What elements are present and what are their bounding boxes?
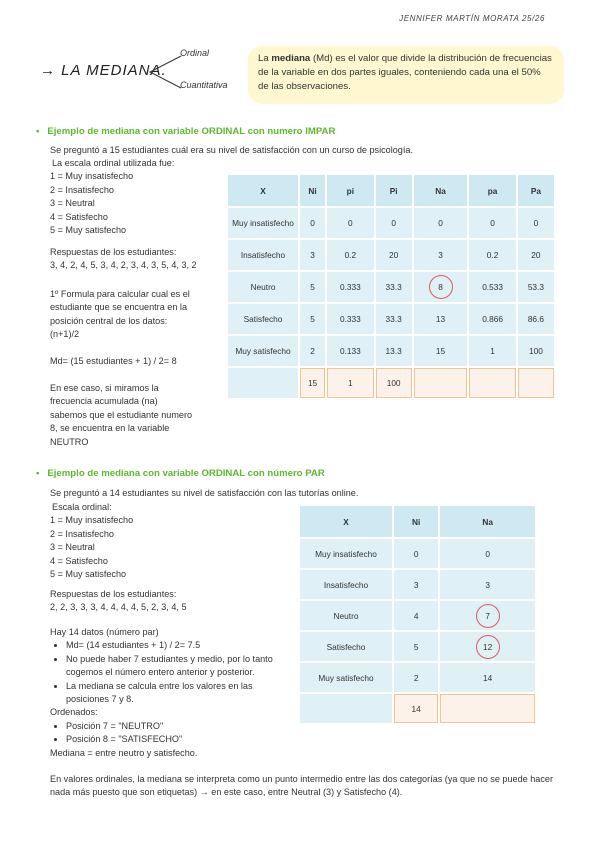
median-circle: 12 <box>476 635 500 659</box>
table-row: Muy insatisfecho 0 0 0 0 0 0 <box>228 208 554 238</box>
table-row: Satisfecho 5 12 <box>300 632 535 661</box>
table-row: Neutro 4 7 <box>300 601 535 630</box>
section1-formula: 1º Formula para calcular cual es el estudiante que se encuentra en la posición central de los datos: (n+1)/2 <box>50 289 190 340</box>
section2-scale: Escala ordinal: 1 = Muy insatisfecho 2 = Insatisfecho 3 = Neutral 4 = Satisfecho 5 = Muy satisfecho <box>50 502 134 580</box>
table-header-row: X Ni pi Pi Na pa Pa <box>228 175 554 206</box>
table-row: Muy satisfecho 2 0.133 13.3 15 1 100 <box>228 336 554 366</box>
section1-question: Se preguntó a 15 estudiantes cuál era su nivel de satisfacción con un curso de psicología. <box>50 145 413 155</box>
section2-final: En valores ordinales, la mediana se interpreta como un punto intermedio entre las dos categorías (ya que no se puede hacer nada más puesto que son etiquetas) → en este caso, entre Neutral (3) y Satisfecho (4). <box>50 774 553 798</box>
median-circle: 8 <box>429 275 453 299</box>
section2-explanation: Hay 14 datos (número par) • Md= (14 estudiantes + 1) / 2= 7.5 • No puede haber 7 estudiantes y medio, por lo tanto cogemos el número entero anterior y posterior. • La mediana se calcula entre los valores en las posiciones 7 y 8. Ordenados: • Posición 7 = "NEUTRO" • Posición 8 = "SATISFECHO" Mediana = entre neutro y satisfecho. <box>50 626 280 760</box>
table-row: Muy satisfecho 2 14 <box>300 663 535 692</box>
section2-question: Se preguntó a 14 estudiantes su nivel de satisfacción con las tutorías online. <box>50 488 359 498</box>
section2-bullets: • Md= (14 estudiantes + 1) / 2= 7.5 • No puede haber 7 estudiantes y medio, por lo tanto cogemos el número entero anterior y posterior. • La mediana se calcula entre los valores en las posiciones 7 y 8. <box>50 639 280 706</box>
branch-ordinal: Ordinal <box>180 48 210 58</box>
table-row: Insatisfecho 3 3 <box>300 570 535 599</box>
branch-cuantitativa: Cuantitativa <box>180 80 228 90</box>
bullet-icon: • <box>36 126 40 137</box>
table-header-row: X Ni Na <box>300 506 535 537</box>
table-totals-row: 14 <box>300 694 535 723</box>
section2-ordered: • Posición 7 = "NEUTRO" • Posición 8 = "SATISFECHO" <box>50 720 280 747</box>
section1-conclusion: En ese caso, si miramos la frecuencia acumulada (na) sabemos que el estudiante numero 8, se encuentra en la variable NEUTRO <box>50 383 193 447</box>
page-title: → LA MEDIANA. <box>40 62 167 79</box>
median-circle: 7 <box>476 604 500 628</box>
table-row: Satisfecho 5 0.333 33.3 13 0.866 86.6 <box>228 304 554 334</box>
section1-responses: Respuestas de los estudiantes: 3, 4, 2, 4, 5, 3, 4, 2, 3, 4, 3, 5, 4, 3, 2 <box>50 247 197 271</box>
frequency-table-1 <box>226 173 556 400</box>
frequency-table-2 <box>298 504 537 725</box>
table-row: Muy insatisfecho 0 0 <box>300 539 535 568</box>
section1-md: Md= (15 estudiantes + 1) / 2= 8 <box>50 356 177 366</box>
section1-heading: • Ejemplo de mediana con variable ORDINAL con numero IMPAR <box>36 126 336 137</box>
section1-scale: La escala ordinal utilizada fue: 1 = Muy insatisfecho 2 = Insatisfecho 3 = Neutral 4 = Satisfecho 5 = Muy satisfecho <box>50 158 175 236</box>
bullet-icon: • <box>36 468 40 479</box>
table-row: Insatisfecho 3 0.2 20 3 0.2 20 <box>228 240 554 270</box>
definition-keyword: mediana <box>271 53 311 64</box>
table-row: Neutro 5 0.333 33.3 8 0.533 53.3 <box>228 272 554 302</box>
definition-note: La mediana (Md) es el valor que divide la distribución de frecuencias de la variable en dos partes iguales, conteniendo cada una el 50% de las observaciones. <box>248 46 564 104</box>
page-header: JENNIFER MARTÍN MORATA 25/26 <box>399 14 545 23</box>
section2-responses: Respuestas de los estudiantes: 2, 2, 3, 3, 3, 4, 4, 4, 4, 5, 2, 3, 4, 5 <box>50 589 187 613</box>
table-totals-row: 15 1 100 <box>228 368 554 398</box>
section2-heading: • Ejemplo de mediana con variable ORDINAL con número PAR <box>36 468 325 479</box>
branch-bracket <box>146 52 182 92</box>
